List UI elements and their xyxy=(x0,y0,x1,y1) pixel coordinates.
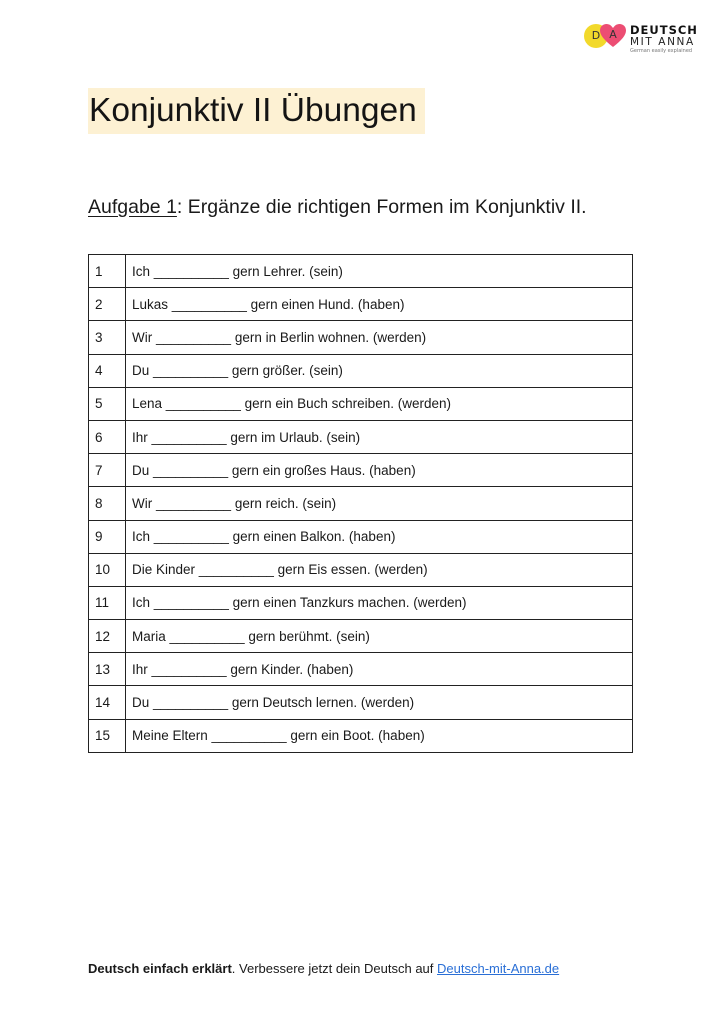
exercise-number: 5 xyxy=(89,387,126,420)
table-row xyxy=(89,520,633,553)
exercise-number: 9 xyxy=(89,520,126,553)
footer xyxy=(88,960,559,978)
task-heading xyxy=(88,194,587,220)
exercise-sentence: Ich __________ gern Lehrer. (sein) xyxy=(126,255,633,288)
exercise-sentence: Die Kinder __________ gern Eis essen. (werden) xyxy=(126,553,633,586)
table-row xyxy=(89,620,633,653)
exercise-number: 12 xyxy=(89,620,126,653)
exercise-sentence: Wir __________ gern in Berlin wohnen. (werden) xyxy=(126,321,633,354)
exercise-number: 2 xyxy=(89,288,126,321)
exercise-number: 15 xyxy=(89,719,126,752)
task-instruction: : Ergänze die richtigen Formen im Konjunktiv II. xyxy=(176,196,587,218)
logo-letter-d: D xyxy=(591,29,601,42)
logo xyxy=(584,22,724,62)
table-row xyxy=(89,454,633,487)
table-row xyxy=(89,387,633,420)
table-row xyxy=(89,653,633,686)
table-row xyxy=(89,719,633,752)
exercise-sentence: Du __________ gern Deutsch lernen. (werden) xyxy=(126,686,633,719)
table-row xyxy=(89,288,633,321)
exercise-sentence: Meine Eltern __________ gern ein Boot. (haben) xyxy=(126,719,633,752)
task-label: Aufgabe 1 xyxy=(88,196,177,218)
table-row xyxy=(89,686,633,719)
exercise-sentence: Lukas __________ gern einen Hund. (haben) xyxy=(126,288,633,321)
heart-icon xyxy=(600,24,626,48)
exercise-sentence: Ihr __________ gern im Urlaub. (sein) xyxy=(126,420,633,453)
table-row xyxy=(89,255,633,288)
page-title: Konjunktiv II Übungen xyxy=(89,92,417,129)
exercise-table xyxy=(88,254,633,753)
table-row xyxy=(89,586,633,619)
exercise-number: 10 xyxy=(89,553,126,586)
exercise-sentence: Wir __________ gern reich. (sein) xyxy=(126,487,633,520)
logo-tagline: German easily explained xyxy=(630,48,693,54)
footer-text: . Verbessere jetzt dein Deutsch auf xyxy=(231,961,438,976)
exercise-sentence: Du __________ gern ein großes Haus. (haben) xyxy=(126,454,633,487)
logo-letter-a: A xyxy=(609,28,617,41)
table-row xyxy=(89,420,633,453)
exercise-sentence: Lena __________ gern ein Buch schreiben. (werden) xyxy=(126,387,633,420)
logo-line-2: MIT ANNA xyxy=(630,36,695,48)
footer-slogan: Deutsch einfach erklärt xyxy=(88,961,232,976)
exercise-sentence: Maria __________ gern berühmt. (sein) xyxy=(126,620,633,653)
exercise-number: 14 xyxy=(89,686,126,719)
exercise-number: 6 xyxy=(89,420,126,453)
exercise-number: 1 xyxy=(89,255,126,288)
exercise-sentence: Ihr __________ gern Kinder. (haben) xyxy=(126,653,633,686)
table-row xyxy=(89,321,633,354)
logo-wordmark xyxy=(630,24,698,54)
table-row xyxy=(89,487,633,520)
footer-link[interactable]: Deutsch-mit-Anna.de xyxy=(437,961,560,976)
exercise-number: 8 xyxy=(89,487,126,520)
exercise-number: 13 xyxy=(89,653,126,686)
exercise-sentence: Du __________ gern größer. (sein) xyxy=(126,354,633,387)
logo-mark xyxy=(584,24,632,50)
logo-line-1: DEUTSCH xyxy=(630,23,698,37)
table-row xyxy=(89,553,633,586)
table-row xyxy=(89,354,633,387)
exercise-number: 3 xyxy=(89,321,126,354)
exercise-sentence: Ich __________ gern einen Tanzkurs machen. (werden) xyxy=(126,586,633,619)
exercise-number: 4 xyxy=(89,354,126,387)
exercise-number: 7 xyxy=(89,454,126,487)
exercise-number: 11 xyxy=(89,586,126,619)
exercise-sentence: Ich __________ gern einen Balkon. (haben) xyxy=(126,520,633,553)
